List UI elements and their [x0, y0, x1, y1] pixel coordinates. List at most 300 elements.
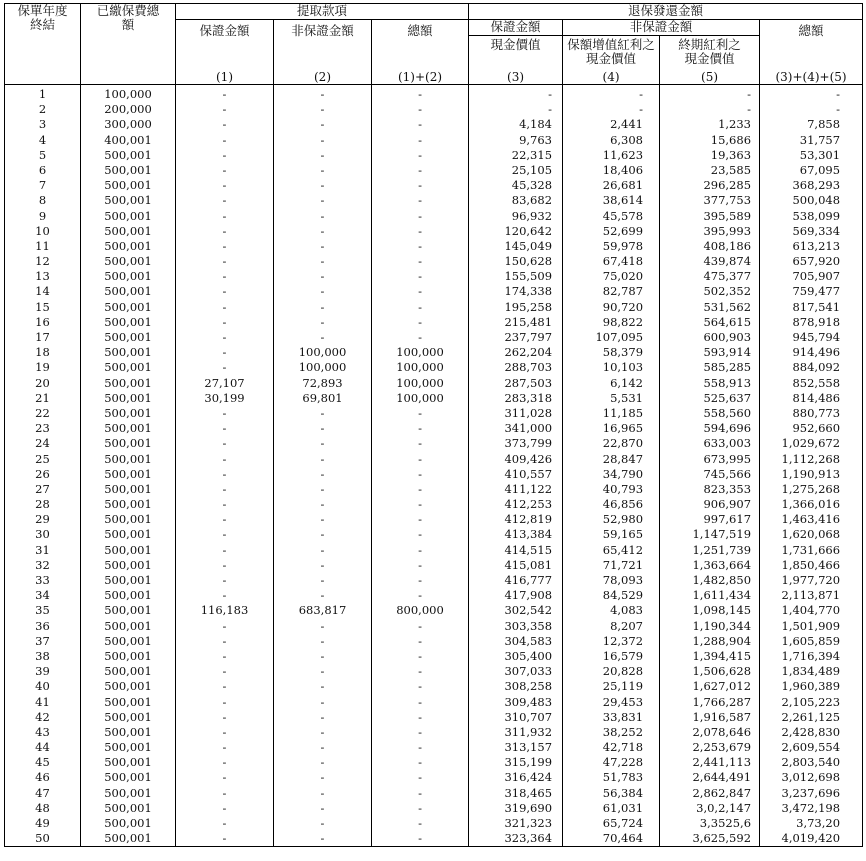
- cell-terminal-bonus: 558,560: [660, 406, 760, 421]
- cell-premium-paid: 500,001: [81, 315, 176, 330]
- table-row: [5, 360, 863, 375]
- table-row: [5, 543, 863, 558]
- table-row: [5, 664, 863, 679]
- cell-terminal-bonus: 475,377: [660, 269, 760, 284]
- cell-cash-value: 150,628: [469, 254, 563, 269]
- cell-wd-total: -: [372, 770, 469, 785]
- cell-premium-paid: 300,000: [81, 117, 176, 132]
- cell-terminal-bonus: 1,627,012: [660, 679, 760, 694]
- table-row: [5, 133, 863, 148]
- cell-reversionary-bonus: 22,870: [563, 436, 660, 451]
- cell-premium-paid: 500,001: [81, 543, 176, 558]
- cell-premium-paid: 500,001: [81, 770, 176, 785]
- cell-terminal-bonus: -: [660, 85, 760, 103]
- cell-policy-year: 22: [5, 406, 81, 421]
- cell-total: 569,334: [760, 224, 863, 239]
- cell-wd-total: -: [372, 117, 469, 132]
- table-row: [5, 512, 863, 527]
- cell-total: 705,907: [760, 269, 863, 284]
- cell-terminal-bonus: 1,098,145: [660, 603, 760, 618]
- cell-wd-total: -: [372, 558, 469, 573]
- table-row: [5, 269, 863, 284]
- cell-wd-non-guaranteed: -: [274, 239, 372, 254]
- cell-policy-year: 17: [5, 330, 81, 345]
- cell-premium-paid: 500,001: [81, 193, 176, 208]
- table-row: [5, 284, 863, 299]
- cell-wd-guaranteed: -: [176, 710, 274, 725]
- cell-reversionary-bonus: 8,207: [563, 619, 660, 634]
- cell-wd-non-guaranteed: -: [274, 786, 372, 801]
- cell-wd-total: -: [372, 710, 469, 725]
- cell-wd-total: -: [372, 315, 469, 330]
- cell-total: -: [760, 102, 863, 117]
- cell-wd-total: -: [372, 102, 469, 117]
- index-sv-total: (3)+(4)+(5): [760, 68, 863, 85]
- cell-wd-non-guaranteed: -: [274, 436, 372, 451]
- index-cash-value: (3): [469, 68, 563, 85]
- cell-wd-guaranteed: -: [176, 786, 274, 801]
- cell-terminal-bonus: -: [660, 102, 760, 117]
- cell-policy-year: 45: [5, 755, 81, 770]
- cell-premium-paid: 500,001: [81, 649, 176, 664]
- cell-wd-guaranteed: -: [176, 421, 274, 436]
- cell-terminal-bonus: 502,352: [660, 284, 760, 299]
- cell-total: 67,095: [760, 163, 863, 178]
- cell-wd-total: -: [372, 740, 469, 755]
- table-row: [5, 770, 863, 785]
- table-row: [5, 467, 863, 482]
- cell-premium-paid: 500,001: [81, 695, 176, 710]
- table-row: [5, 406, 863, 421]
- index-reversionary-bonus: (4): [563, 68, 660, 85]
- cell-policy-year: 26: [5, 467, 81, 482]
- cell-wd-guaranteed: -: [176, 664, 274, 679]
- cell-cash-value: 409,426: [469, 452, 563, 467]
- cell-wd-non-guaranteed: -: [274, 619, 372, 634]
- cell-policy-year: 42: [5, 710, 81, 725]
- table-body: [5, 85, 863, 847]
- table-row: [5, 345, 863, 360]
- cell-premium-paid: 500,001: [81, 452, 176, 467]
- cell-policy-year: 20: [5, 376, 81, 391]
- cell-wd-guaranteed: -: [176, 315, 274, 330]
- cell-wd-non-guaranteed: -: [274, 755, 372, 770]
- table-row: [5, 209, 863, 224]
- cell-terminal-bonus: 1,766,287: [660, 695, 760, 710]
- cell-wd-guaranteed: -: [176, 634, 274, 649]
- cell-premium-paid: 500,001: [81, 345, 176, 360]
- cell-wd-guaranteed: -: [176, 436, 274, 451]
- cell-cash-value: 215,481: [469, 315, 563, 330]
- cell-policy-year: 29: [5, 512, 81, 527]
- cell-terminal-bonus: 395,993: [660, 224, 760, 239]
- cell-cash-value: 4,184: [469, 117, 563, 132]
- table-row: [5, 649, 863, 664]
- cell-total: 2,609,554: [760, 740, 863, 755]
- cell-wd-total: -: [372, 300, 469, 315]
- cell-wd-total: -: [372, 224, 469, 239]
- cell-terminal-bonus: 3,3525,6: [660, 816, 760, 831]
- header-wd-guaranteed: 保證金額: [176, 20, 274, 69]
- cell-terminal-bonus: 3,0,2,147: [660, 801, 760, 816]
- cell-premium-paid: 500,001: [81, 406, 176, 421]
- cell-premium-paid: 400,001: [81, 133, 176, 148]
- cell-total: 3,012,698: [760, 770, 863, 785]
- cell-terminal-bonus: 600,903: [660, 330, 760, 345]
- cell-total: 538,099: [760, 209, 863, 224]
- cell-wd-non-guaranteed: -: [274, 102, 372, 117]
- cell-wd-non-guaranteed: -: [274, 497, 372, 512]
- table-row: [5, 102, 863, 117]
- cell-cash-value: 341,000: [469, 421, 563, 436]
- cell-total: 1,275,268: [760, 482, 863, 497]
- cell-cash-value: 174,338: [469, 284, 563, 299]
- cell-policy-year: 50: [5, 831, 81, 847]
- cell-cash-value: 416,777: [469, 573, 563, 588]
- cell-policy-year: 3: [5, 117, 81, 132]
- cell-wd-guaranteed: -: [176, 558, 274, 573]
- cell-wd-total: -: [372, 178, 469, 193]
- cell-total: 7,858: [760, 117, 863, 132]
- cell-policy-year: 25: [5, 452, 81, 467]
- cell-premium-paid: 500,001: [81, 360, 176, 375]
- cell-wd-total: -: [372, 588, 469, 603]
- cell-premium-paid: 500,001: [81, 831, 176, 847]
- cell-cash-value: 303,358: [469, 619, 563, 634]
- cell-wd-total: -: [372, 634, 469, 649]
- cell-wd-total: -: [372, 649, 469, 664]
- cell-wd-non-guaranteed: -: [274, 573, 372, 588]
- cell-terminal-bonus: 19,363: [660, 148, 760, 163]
- cell-total: 2,428,830: [760, 725, 863, 740]
- cell-premium-paid: 500,001: [81, 527, 176, 542]
- cell-wd-non-guaranteed: -: [274, 85, 372, 103]
- cell-policy-year: 9: [5, 209, 81, 224]
- cell-policy-year: 14: [5, 284, 81, 299]
- cell-policy-year: 43: [5, 725, 81, 740]
- cell-reversionary-bonus: 84,529: [563, 588, 660, 603]
- cell-total: 1,977,720: [760, 573, 863, 588]
- cell-wd-total: 100,000: [372, 360, 469, 375]
- cell-premium-paid: 500,001: [81, 755, 176, 770]
- table-row: [5, 573, 863, 588]
- cell-policy-year: 21: [5, 391, 81, 406]
- cell-cash-value: 120,642: [469, 224, 563, 239]
- cell-cash-value: 22,315: [469, 148, 563, 163]
- cell-cash-value: 411,122: [469, 482, 563, 497]
- cell-wd-guaranteed: -: [176, 254, 274, 269]
- cell-wd-non-guaranteed: -: [274, 224, 372, 239]
- cell-terminal-bonus: 525,637: [660, 391, 760, 406]
- cell-wd-total: -: [372, 512, 469, 527]
- cell-wd-guaranteed: -: [176, 619, 274, 634]
- header-terminal-bonus: 終期紅利之現金價值: [660, 36, 760, 69]
- cell-total: 1,366,016: [760, 497, 863, 512]
- cell-reversionary-bonus: 10,103: [563, 360, 660, 375]
- cell-total: 3,73,20: [760, 816, 863, 831]
- cell-premium-paid: 500,001: [81, 482, 176, 497]
- cell-wd-guaranteed: -: [176, 695, 274, 710]
- cell-premium-paid: 500,001: [81, 710, 176, 725]
- cell-policy-year: 4: [5, 133, 81, 148]
- cell-wd-guaranteed: -: [176, 102, 274, 117]
- table-row: [5, 85, 863, 103]
- cell-premium-paid: 500,001: [81, 725, 176, 740]
- cell-terminal-bonus: 23,585: [660, 163, 760, 178]
- cell-policy-year: 31: [5, 543, 81, 558]
- cell-premium-paid: 500,001: [81, 588, 176, 603]
- cell-total: 2,261,125: [760, 710, 863, 725]
- cell-total: 817,541: [760, 300, 863, 315]
- cell-cash-value: 321,323: [469, 816, 563, 831]
- cell-reversionary-bonus: 75,020: [563, 269, 660, 284]
- cell-reversionary-bonus: 38,614: [563, 193, 660, 208]
- table-row: [5, 710, 863, 725]
- table-row: [5, 239, 863, 254]
- cell-wd-total: -: [372, 254, 469, 269]
- cell-terminal-bonus: 1,233: [660, 117, 760, 132]
- cell-wd-guaranteed: -: [176, 740, 274, 755]
- cell-wd-total: -: [372, 193, 469, 208]
- cell-wd-total: -: [372, 573, 469, 588]
- cell-policy-year: 2: [5, 102, 81, 117]
- cell-wd-non-guaranteed: -: [274, 831, 372, 847]
- cell-wd-non-guaranteed: -: [274, 710, 372, 725]
- cell-reversionary-bonus: 34,790: [563, 467, 660, 482]
- cell-terminal-bonus: 1,482,850: [660, 573, 760, 588]
- cell-wd-total: 100,000: [372, 376, 469, 391]
- cell-terminal-bonus: 3,625,592: [660, 831, 760, 847]
- cell-premium-paid: 500,001: [81, 178, 176, 193]
- cell-wd-non-guaranteed: -: [274, 527, 372, 542]
- cell-cash-value: 373,799: [469, 436, 563, 451]
- cell-premium-paid: 500,001: [81, 740, 176, 755]
- cell-terminal-bonus: 15,686: [660, 133, 760, 148]
- cell-terminal-bonus: 997,617: [660, 512, 760, 527]
- cell-terminal-bonus: 594,696: [660, 421, 760, 436]
- cell-total: 1,605,859: [760, 634, 863, 649]
- cell-wd-total: -: [372, 527, 469, 542]
- cell-premium-paid: 500,001: [81, 436, 176, 451]
- cell-wd-total: -: [372, 239, 469, 254]
- cell-reversionary-bonus: 52,980: [563, 512, 660, 527]
- cell-premium-paid: 500,001: [81, 163, 176, 178]
- cell-cash-value: -: [469, 102, 563, 117]
- header-sv-total: 總額: [760, 20, 863, 69]
- cell-total: 53,301: [760, 148, 863, 163]
- cell-reversionary-bonus: 51,783: [563, 770, 660, 785]
- cell-policy-year: 27: [5, 482, 81, 497]
- cell-cash-value: 412,819: [469, 512, 563, 527]
- table-row: [5, 755, 863, 770]
- cell-terminal-bonus: 585,285: [660, 360, 760, 375]
- cell-premium-paid: 100,000: [81, 85, 176, 103]
- cell-reversionary-bonus: 46,856: [563, 497, 660, 512]
- cell-premium-paid: 500,001: [81, 497, 176, 512]
- cell-reversionary-bonus: 78,093: [563, 573, 660, 588]
- cell-cash-value: 288,703: [469, 360, 563, 375]
- cell-wd-non-guaranteed: -: [274, 588, 372, 603]
- cell-total: 31,757: [760, 133, 863, 148]
- cell-total: 2,105,223: [760, 695, 863, 710]
- cell-wd-guaranteed: -: [176, 452, 274, 467]
- cell-total: 1,850,466: [760, 558, 863, 573]
- cell-reversionary-bonus: 40,793: [563, 482, 660, 497]
- cell-reversionary-bonus: 38,252: [563, 725, 660, 740]
- header-withdrawal: 提取款項: [176, 4, 469, 20]
- cell-wd-guaranteed: -: [176, 300, 274, 315]
- table-row: [5, 224, 863, 239]
- cell-total: 814,486: [760, 391, 863, 406]
- cell-policy-year: 24: [5, 436, 81, 451]
- table-row: [5, 603, 863, 618]
- cell-terminal-bonus: 673,995: [660, 452, 760, 467]
- table-row: [5, 452, 863, 467]
- cell-terminal-bonus: 408,186: [660, 239, 760, 254]
- cell-reversionary-bonus: 25,119: [563, 679, 660, 694]
- cell-wd-total: -: [372, 801, 469, 816]
- cell-policy-year: 10: [5, 224, 81, 239]
- cell-policy-year: 33: [5, 573, 81, 588]
- cell-premium-paid: 500,001: [81, 148, 176, 163]
- cell-total: 500,048: [760, 193, 863, 208]
- cell-wd-guaranteed: -: [176, 497, 274, 512]
- cell-terminal-bonus: 531,562: [660, 300, 760, 315]
- cell-wd-guaranteed: -: [176, 831, 274, 847]
- cell-wd-guaranteed: -: [176, 770, 274, 785]
- cell-policy-year: 28: [5, 497, 81, 512]
- table-row: [5, 482, 863, 497]
- cell-wd-non-guaranteed: -: [274, 163, 372, 178]
- cell-reversionary-bonus: 107,095: [563, 330, 660, 345]
- cell-total: 1,501,909: [760, 619, 863, 634]
- cell-total: 657,920: [760, 254, 863, 269]
- cell-reversionary-bonus: 42,718: [563, 740, 660, 755]
- cell-terminal-bonus: 2,253,679: [660, 740, 760, 755]
- cell-cash-value: 287,503: [469, 376, 563, 391]
- cell-terminal-bonus: 377,753: [660, 193, 760, 208]
- cell-wd-non-guaranteed: -: [274, 133, 372, 148]
- cell-wd-non-guaranteed: -: [274, 770, 372, 785]
- cell-terminal-bonus: 2,862,847: [660, 786, 760, 801]
- cell-wd-total: -: [372, 695, 469, 710]
- cell-premium-paid: 500,001: [81, 209, 176, 224]
- cell-wd-total: -: [372, 452, 469, 467]
- cell-policy-year: 38: [5, 649, 81, 664]
- cell-policy-year: 13: [5, 269, 81, 284]
- header-surrender-value: 退保發還金額: [469, 4, 863, 20]
- header-policy-year: 保單年度終結: [5, 4, 81, 85]
- cell-wd-guaranteed: -: [176, 406, 274, 421]
- cell-cash-value: 414,515: [469, 543, 563, 558]
- cell-wd-guaranteed: -: [176, 543, 274, 558]
- cell-premium-paid: 500,001: [81, 664, 176, 679]
- cell-wd-total: -: [372, 831, 469, 847]
- cell-reversionary-bonus: 67,418: [563, 254, 660, 269]
- cell-cash-value: 195,258: [469, 300, 563, 315]
- index-wd-non-guaranteed: (2): [274, 68, 372, 85]
- cell-wd-total: -: [372, 269, 469, 284]
- cell-cash-value: 412,253: [469, 497, 563, 512]
- cell-wd-total: -: [372, 284, 469, 299]
- cell-reversionary-bonus: 71,721: [563, 558, 660, 573]
- cell-wd-guaranteed: -: [176, 148, 274, 163]
- cell-wd-guaranteed: -: [176, 755, 274, 770]
- cell-wd-non-guaranteed: -: [274, 148, 372, 163]
- cell-reversionary-bonus: 52,699: [563, 224, 660, 239]
- cell-wd-non-guaranteed: -: [274, 512, 372, 527]
- cell-total: 880,773: [760, 406, 863, 421]
- table-row: [5, 679, 863, 694]
- cell-wd-total: -: [372, 421, 469, 436]
- cell-policy-year: 7: [5, 178, 81, 193]
- cell-wd-non-guaranteed: 69,801: [274, 391, 372, 406]
- cell-reversionary-bonus: 98,822: [563, 315, 660, 330]
- cell-total: 613,213: [760, 239, 863, 254]
- cell-policy-year: 5: [5, 148, 81, 163]
- cell-terminal-bonus: 296,285: [660, 178, 760, 193]
- cell-reversionary-bonus: 11,623: [563, 148, 660, 163]
- cell-wd-total: -: [372, 497, 469, 512]
- table-row: [5, 148, 863, 163]
- cell-premium-paid: 500,001: [81, 239, 176, 254]
- cell-total: 1,463,416: [760, 512, 863, 527]
- cell-wd-non-guaranteed: -: [274, 421, 372, 436]
- cell-wd-guaranteed: -: [176, 816, 274, 831]
- table-row: [5, 436, 863, 451]
- table-row: [5, 163, 863, 178]
- cell-wd-guaranteed: -: [176, 163, 274, 178]
- cell-policy-year: 16: [5, 315, 81, 330]
- cell-wd-guaranteed: -: [176, 345, 274, 360]
- table-row: [5, 330, 863, 345]
- table-row: [5, 619, 863, 634]
- table-row: [5, 193, 863, 208]
- cell-total: 1,404,770: [760, 603, 863, 618]
- cell-wd-guaranteed: -: [176, 527, 274, 542]
- cell-cash-value: 283,318: [469, 391, 563, 406]
- cell-cash-value: 413,384: [469, 527, 563, 542]
- cell-wd-guaranteed: -: [176, 573, 274, 588]
- cell-wd-total: -: [372, 482, 469, 497]
- cell-wd-non-guaranteed: -: [274, 649, 372, 664]
- header-premium-paid: 已繳保費總額: [81, 4, 176, 85]
- cell-cash-value: 318,465: [469, 786, 563, 801]
- cell-reversionary-bonus: 2,441: [563, 117, 660, 132]
- cell-wd-non-guaranteed: -: [274, 300, 372, 315]
- cell-reversionary-bonus: 59,165: [563, 527, 660, 542]
- cell-cash-value: 311,028: [469, 406, 563, 421]
- cell-wd-guaranteed: -: [176, 649, 274, 664]
- table-row: [5, 816, 863, 831]
- cell-premium-paid: 500,001: [81, 376, 176, 391]
- cell-cash-value: 315,199: [469, 755, 563, 770]
- cell-wd-non-guaranteed: -: [274, 725, 372, 740]
- cell-wd-guaranteed: -: [176, 133, 274, 148]
- cell-wd-non-guaranteed: 683,817: [274, 603, 372, 618]
- table-row: [5, 391, 863, 406]
- cell-premium-paid: 500,001: [81, 619, 176, 634]
- cell-reversionary-bonus: 5,531: [563, 391, 660, 406]
- table-row: [5, 786, 863, 801]
- cell-reversionary-bonus: -: [563, 102, 660, 117]
- cell-total: 4,019,420: [760, 831, 863, 847]
- table-row: [5, 740, 863, 755]
- table-row: [5, 725, 863, 740]
- cell-terminal-bonus: 633,003: [660, 436, 760, 451]
- cell-wd-non-guaranteed: -: [274, 740, 372, 755]
- cell-total: 2,803,540: [760, 755, 863, 770]
